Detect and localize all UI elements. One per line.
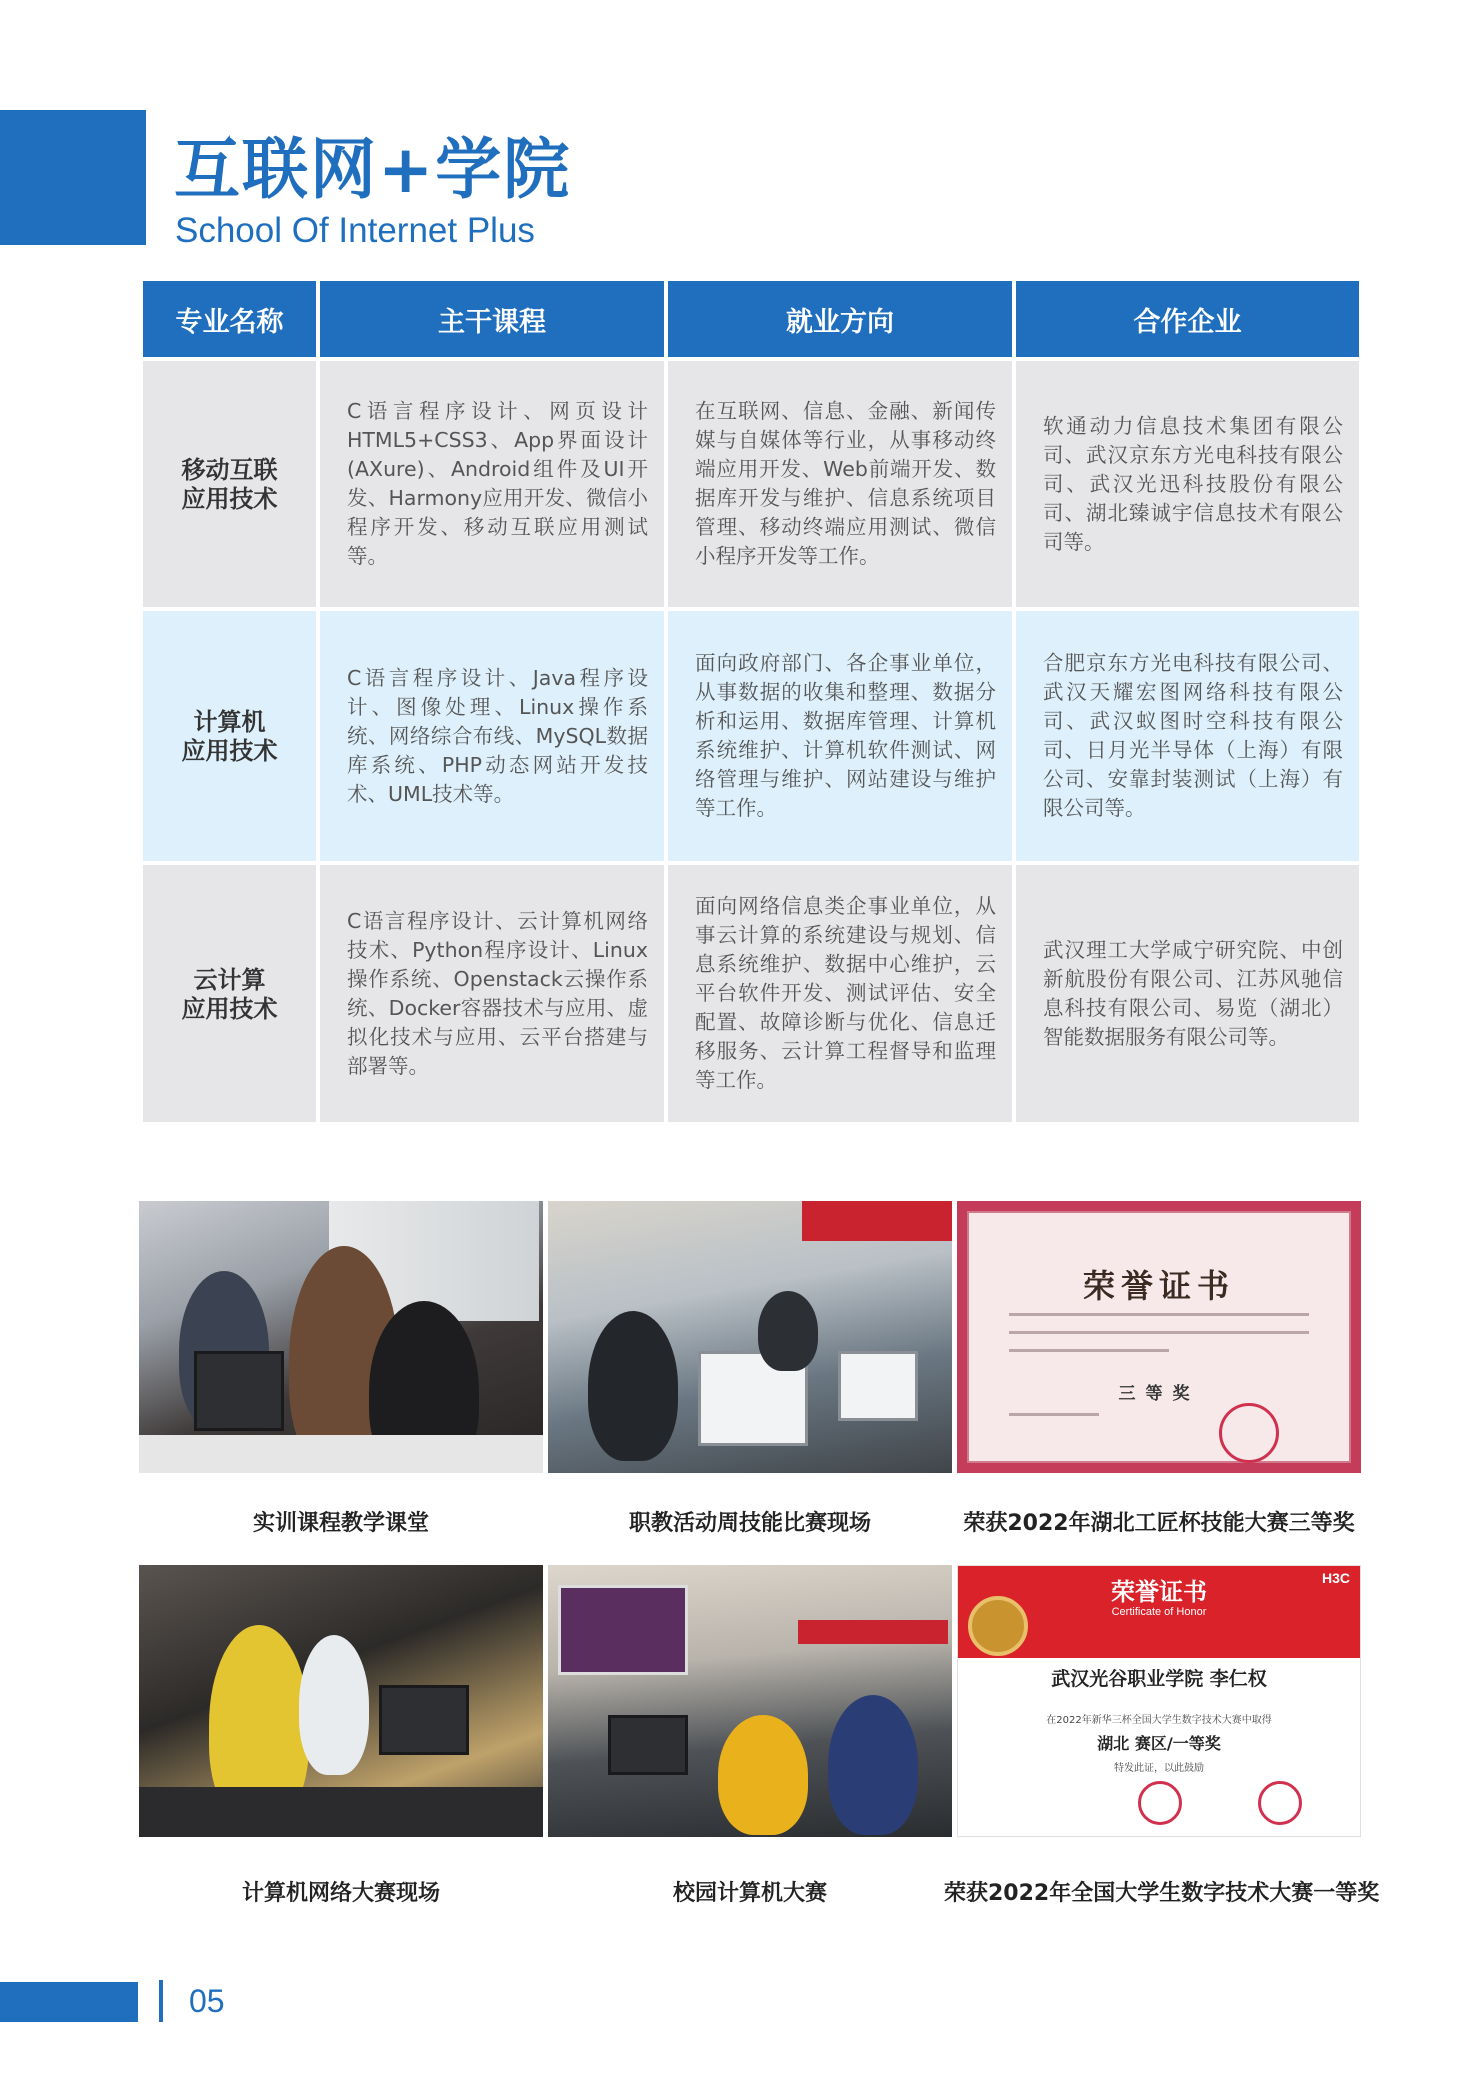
table-row bbox=[143, 865, 1359, 1122]
certificate-text-line bbox=[1009, 1413, 1099, 1416]
student-figure bbox=[828, 1695, 918, 1835]
header-partners: 合作企业 bbox=[1016, 281, 1359, 357]
monitor bbox=[379, 1685, 469, 1755]
major-name: 计算机 应用技术 bbox=[143, 611, 316, 861]
caption-campus-competition: 校园计算机大赛 bbox=[672, 1881, 827, 1906]
certificate-recipient: 武汉光谷职业学院 李仁权 bbox=[1051, 1668, 1267, 1690]
medal-icon bbox=[968, 1596, 1028, 1656]
major-name: 移动互联 应用技术 bbox=[143, 361, 316, 607]
projection-screen bbox=[558, 1585, 688, 1675]
certificate-text-line bbox=[1009, 1313, 1309, 1316]
certificate-text: 在2022年新华三杯全国大学生数字技术大赛中取得 bbox=[1046, 1715, 1272, 1726]
photo-network-competition bbox=[139, 1565, 543, 1837]
certificate-text: 特发此证，以此鼓励 bbox=[1114, 1763, 1204, 1774]
career-direction: 面向网络信息类企事业单位，从事云计算的系统建设与规划、信息系统维护、数据中心维护，云平台软件开发、测试评估、安全配置、故障诊断与优化、信息迁移服务、云计算工程督导和监理等工作。 bbox=[668, 865, 1012, 1122]
table-row bbox=[143, 361, 1359, 607]
caption-training-class: 实训课程教学课堂 bbox=[252, 1511, 429, 1536]
certificate-title: 荣誉证书 bbox=[1111, 1578, 1207, 1606]
photo-certificate-third-prize bbox=[957, 1201, 1361, 1473]
certificate-subtitle: Certificate of Honor bbox=[1111, 1606, 1207, 1618]
caption-skills-competition: 职教活动周技能比赛现场 bbox=[628, 1511, 871, 1536]
photo-skills-competition bbox=[548, 1201, 952, 1473]
career-direction: 面向政府部门、各企事业单位，从事数据的收集和整理、数据分析和运用、数据库管理、计算机系统维护、计算机软件测试、网络管理与维护、网站建设与维护等工作。 bbox=[668, 611, 1012, 861]
desk bbox=[139, 1787, 543, 1837]
photo-certificate-first-prize bbox=[957, 1565, 1361, 1837]
red-banner bbox=[802, 1201, 952, 1241]
course-list: C语言程序设计、网页设计HTML5+CSS3、App界面设计(AXure)、Android组件及UI开发、Harmony应用开发、微信小程序开发、移动互联应用测试等。 bbox=[320, 361, 664, 607]
student-figure bbox=[588, 1311, 678, 1461]
table-header-row bbox=[143, 281, 1359, 357]
footer-accent-bar bbox=[0, 1982, 138, 2022]
desk bbox=[139, 1435, 543, 1473]
monitor bbox=[194, 1351, 284, 1431]
student-figure bbox=[758, 1291, 818, 1371]
partner-companies: 软通动力信息技术集团有限公司、武汉京东方光电科技有限公司、武汉光迅科技股份有限公司、湖北臻诚宇信息技术有限公司等。 bbox=[1016, 361, 1359, 607]
header-courses: 主干课程 bbox=[320, 281, 664, 357]
certificate-text-line bbox=[1009, 1349, 1169, 1352]
red-banner bbox=[798, 1620, 948, 1644]
majors-table bbox=[143, 281, 1359, 1122]
certificate-text-line bbox=[1009, 1331, 1309, 1334]
official-seal-icon bbox=[1258, 1781, 1302, 1825]
student-figure bbox=[718, 1715, 808, 1835]
major-name: 云计算 应用技术 bbox=[143, 865, 316, 1122]
photo-training-class bbox=[139, 1201, 543, 1473]
page-title: 互联网+学院 bbox=[174, 131, 572, 208]
photo-campus-competition bbox=[548, 1565, 952, 1837]
official-seal-icon bbox=[1219, 1403, 1279, 1463]
page-number: 05 bbox=[189, 1983, 225, 2019]
table-row bbox=[143, 611, 1359, 861]
course-list: C语言程序设计、云计算机网络技术、Python程序设计、Linux操作系统、Openstack云操作系统、Docker容器技术与应用、虚拟化技术与应用、云平台搭建与部署等。 bbox=[320, 865, 664, 1122]
official-seal-icon bbox=[1138, 1781, 1182, 1825]
career-direction: 在互联网、信息、金融、新闻传媒与自媒体等行业，从事移动终端应用开发、Web前端开发、数据库开发与维护、信息系统项目管理、移动终端应用测试、微信小程序开发等工作。 bbox=[668, 361, 1012, 607]
staff-figure bbox=[299, 1635, 369, 1775]
page-subtitle: School Of Internet Plus bbox=[175, 211, 535, 250]
footer-divider bbox=[159, 1980, 163, 2022]
monitor bbox=[608, 1715, 688, 1775]
partner-companies: 武汉理工大学咸宁研究院、中创新航股份有限公司、江苏风驰信息科技有限公司、易览（湖北）智能数据服务有限公司等。 bbox=[1016, 865, 1359, 1122]
certificate-title: 荣誉证书 bbox=[1082, 1267, 1235, 1305]
h3c-logo: H3C bbox=[1321, 1570, 1350, 1586]
header-accent-bar bbox=[0, 110, 146, 245]
certificate-body bbox=[967, 1211, 1351, 1463]
header-major: 专业名称 bbox=[143, 281, 316, 357]
course-list: C语言程序设计、Java程序设计、图像处理、Linux操作系统、网络综合布线、MySQL数据库系统、PHP动态网站开发技术、UML技术等。 bbox=[320, 611, 664, 861]
caption-first-prize: 荣获2022年全国大学生数字技术大赛一等奖 bbox=[944, 1881, 1380, 1906]
caption-third-prize: 荣获2022年湖北工匠杯技能大赛三等奖 bbox=[963, 1511, 1355, 1536]
certificate-award: 三等奖 bbox=[1118, 1384, 1200, 1404]
header-career: 就业方向 bbox=[668, 281, 1012, 357]
certificate-header bbox=[958, 1566, 1360, 1658]
partner-companies: 合肥京东方光电科技有限公司、武汉天耀宏图网络科技有限公司、武汉蚁图时空科技有限公司、日月光半导体（上海）有限公司、安靠封装测试（上海）有限公司等。 bbox=[1016, 611, 1359, 861]
certificate-award: 湖北 赛区/一等奖 bbox=[1097, 1734, 1221, 1753]
monitor bbox=[838, 1351, 918, 1421]
caption-network-competition: 计算机网络大赛现场 bbox=[241, 1881, 440, 1906]
